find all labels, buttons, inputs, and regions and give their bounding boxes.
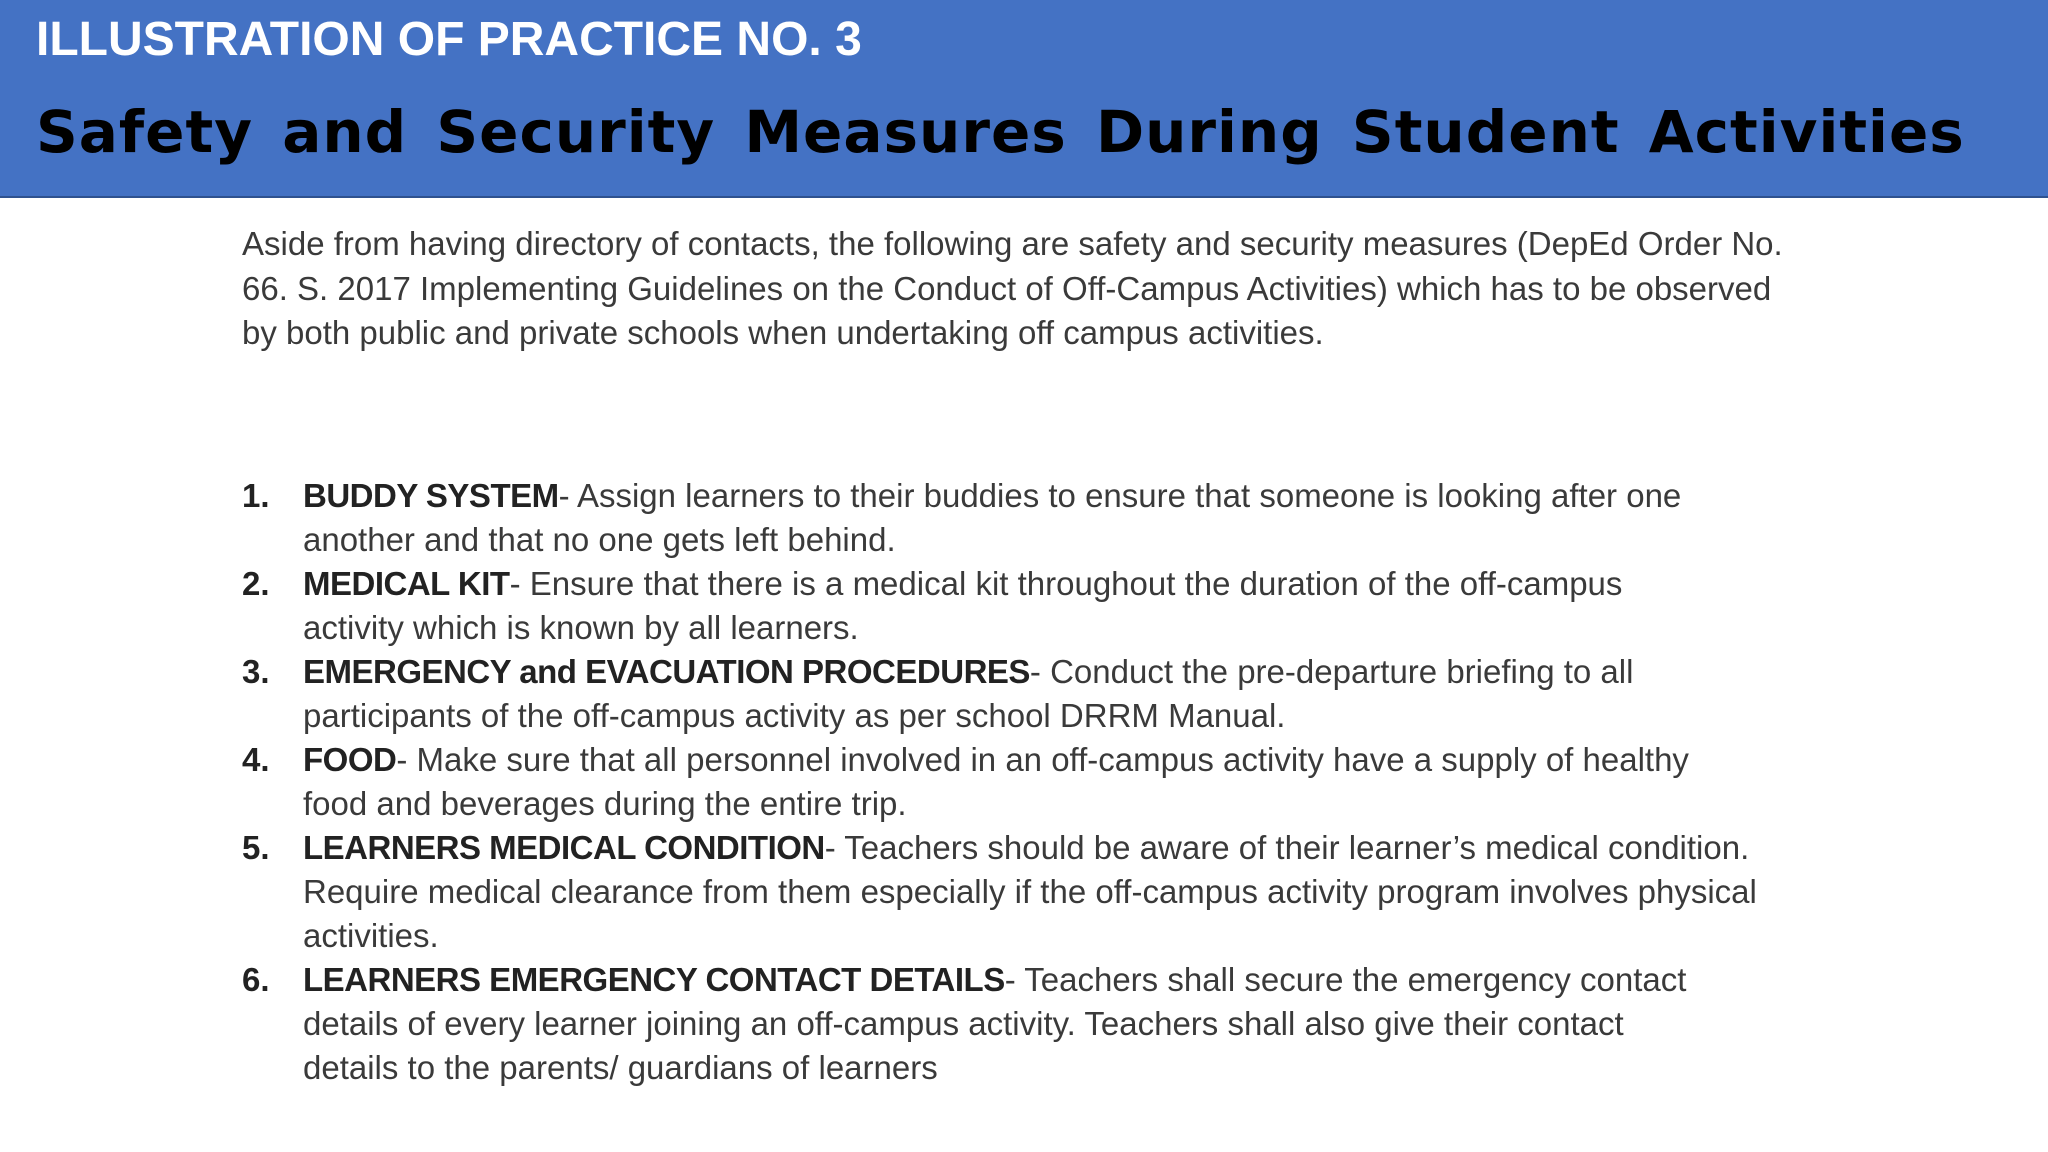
measure-item-medical-condition [242,826,1783,958]
measure-description: - Assign learners to their buddies to ensure that someone is looking after one another and that no one gets left behind. [303,477,1682,558]
measure-term: EMERGENCY and EVACUATION PROCEDURES [303,653,1030,690]
measure-number: 5. [242,829,270,866]
measures-list [242,474,1757,1090]
measure-number: 4. [242,741,270,778]
measure-term: MEDICAL KIT [303,565,510,602]
slide-title: Safety and Security Measures During Student Activities [36,98,1965,166]
measure-term: LEARNERS MEDICAL CONDITION [303,829,825,866]
slide-header [0,0,2048,198]
slide-body [242,222,1802,1086]
measure-number: 2. [242,565,270,602]
intro-paragraph: Aside from having directory of contacts, the following are safety and security measures (DepEd Order No. 66. S. 2017 Implementing Guidelines on the Conduct of Off-Campus Activities) which has to be observed by both public and private schools when undertaking off campus activities. [242,225,1783,351]
measure-item-buddy-system [242,474,1723,562]
measure-item-food [242,738,1723,826]
measure-number: 6. [242,961,270,998]
measure-number: 3. [242,653,270,690]
slide-kicker: ILLUSTRATION OF PRACTICE NO. 3 [36,13,862,66]
measure-item-emergency-contacts [242,958,1723,1090]
measure-term: BUDDY SYSTEM [303,477,559,514]
measure-term: LEARNERS EMERGENCY CONTACT DETAILS [303,961,1005,998]
measure-description: - Conduct the pre-departure briefing to all participants of the off-campus activity as per school DRRM Manual. [303,653,1634,734]
measure-number: 1. [242,477,270,514]
measure-item-medical-kit [242,562,1723,650]
measure-description: - Teachers shall secure the emergency contact details of every learner joining an off-campus activity. Teachers shall also give their contact details to the parents/ guardians of learners [303,961,1687,1086]
measure-description: - Make sure that all personnel involved in an off-campus activity have a supply of healthy food and beverages during the entire trip. [303,741,1689,822]
measure-description: - Teachers should be aware of their learner’s medical condition. Require medical clearance from them especially if the off-campus activity program involves physical activities. [303,829,1757,954]
measure-item-emergency-evacuation [242,650,1723,738]
measure-term: FOOD [303,741,397,778]
measure-description: - Ensure that there is a medical kit throughout the duration of the off-campus activity which is known by all learners. [303,565,1623,646]
